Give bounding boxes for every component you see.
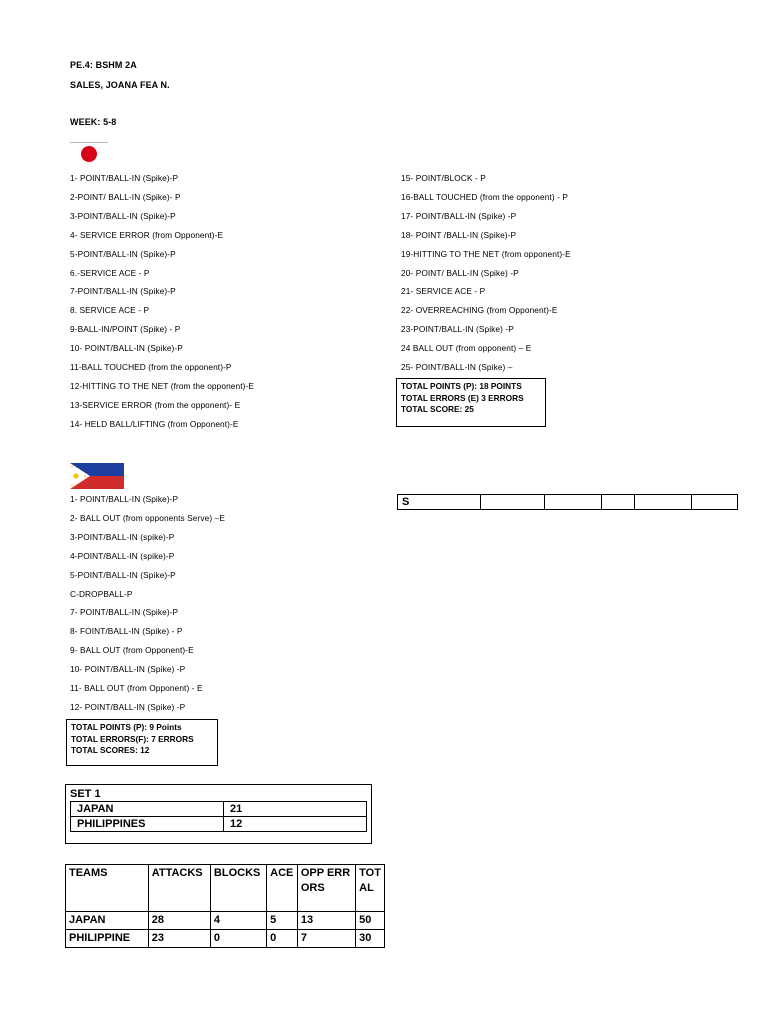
- japan-play-item: 3-POINT/BALL-IN (Spike)-P: [70, 210, 176, 221]
- set1-title: SET 1: [70, 788, 101, 800]
- stats-header-blocks: BLOCKS: [210, 865, 266, 912]
- philippines-play-item: 5-POINT/BALL-IN (Spike)-P: [70, 569, 176, 580]
- stats-cell: 0: [210, 930, 266, 948]
- philippines-total-errors: TOTAL ERRORS(F): 7 ERRORS: [71, 733, 194, 744]
- philippines-total-scores: TOTAL SCORES: 12: [71, 745, 150, 755]
- stats-header-attacks: ATTACKS: [148, 865, 210, 912]
- japan-play-item: 8. SERVICE ACE - P: [70, 305, 150, 316]
- stats-header-total: TOTAL: [356, 865, 385, 912]
- philippines-play-item: 11- BALL OUT (from Opponent) - E: [70, 683, 203, 693]
- philippines-play-item: 7- POINT/BALL-IN (Spike)-P: [70, 607, 179, 618]
- japan-play-item: 18- POINT /BALL-IN (Spike)-P: [401, 229, 517, 240]
- empty-table-cell: [545, 495, 601, 510]
- japan-play-item: 22- OVERREACHING (from Opponent)-E: [401, 305, 558, 316]
- empty-table-cell: [634, 495, 691, 510]
- japan-play-item: 9-BALL-IN/POINT (Spike) - P: [70, 324, 181, 335]
- stats-cell: 30: [356, 930, 385, 948]
- japan-play-item: 5-POINT/BALL-IN (Spike)-P: [70, 248, 176, 259]
- japan-play-item: 16-BALL TOUCHED (from the opponent) - P: [401, 191, 568, 202]
- japan-flag-icon: [70, 142, 108, 164]
- set1-table: [70, 801, 367, 832]
- empty-table: [397, 494, 738, 510]
- japan-play-item: 14- HELD BALL/LIFTING (from Opponent)-E: [70, 418, 239, 429]
- philippines-play-item: 2- BALL OUT (from opponents Serve) –E: [70, 512, 225, 523]
- philippines-play-item: 8- FOINT/BALL-IN (Spike) - P: [70, 626, 183, 637]
- japan-play-item: 6.-SERVICE ACE - P: [70, 267, 150, 278]
- japan-play-item: 12-HITTING TO THE NET (from the opponent)-E: [70, 380, 254, 391]
- stats-table: [65, 864, 385, 948]
- philippines-play-item: 4-POINT/BALL-IN (spike)-P: [70, 550, 175, 561]
- japan-play-item: 7-POINT/BALL-IN (Spike)-P: [70, 286, 176, 297]
- set1-row: [71, 817, 367, 832]
- stats-cell: 50: [356, 912, 385, 930]
- stats-header-ace: ACE: [267, 865, 298, 912]
- japan-play-item: 20- POINT/ BALL-IN (Spike) -P: [401, 267, 519, 278]
- japan-play-item: 24 BALL OUT (from opponent) – E: [401, 343, 532, 354]
- philippines-total-points: TOTAL POINTS (P): 9 Points: [71, 722, 182, 732]
- philippines-play-item: C-DROPBALL-P: [70, 588, 133, 599]
- set1-team: PHILIPPINES: [71, 817, 224, 832]
- japan-total-score: TOTAL SCORE: 25: [401, 404, 474, 414]
- philippines-play-item: 3-POINT/BALL-IN (spike)-P: [70, 531, 175, 542]
- japan-total-points: TOTAL POINTS (P): 18 POINTS: [401, 381, 522, 391]
- stats-header-opp-errors: OPP ERRORS: [297, 865, 355, 912]
- set1-box: [65, 784, 372, 844]
- japan-play-item: 2-POINT/ BALL-IN (Spike)- P: [70, 191, 181, 202]
- stats-cell: 13: [297, 912, 355, 930]
- stats-row: [66, 912, 385, 930]
- stats-cell: 5: [267, 912, 298, 930]
- japan-play-item: 23-POINT/BALL-IN (Spike) -P: [401, 324, 514, 335]
- japan-play-item: 15- POINT/BLOCK - P: [401, 173, 486, 183]
- set1-row: [71, 802, 367, 817]
- philippines-play-item: 10- POINT/BALL-IN (Spike) -P: [70, 664, 186, 675]
- japan-play-item: 17- POINT/BALL-IN (Spike) -P: [401, 210, 517, 221]
- japan-play-item: 19-HITTING TO THE NET (from opponent)-E: [401, 248, 571, 259]
- empty-table-first-cell: S: [398, 495, 481, 510]
- stats-cell: JAPAN: [66, 912, 149, 930]
- stats-cell: PHILIPPINE: [66, 930, 149, 948]
- empty-table-cell: [601, 495, 634, 510]
- set1-team: JAPAN: [71, 802, 224, 817]
- stats-cell: 28: [148, 912, 210, 930]
- stats-cell: 23: [148, 930, 210, 948]
- japan-play-item: 21- SERVICE ACE - P: [401, 286, 486, 297]
- course-label: PE.4: BSHM 2A: [70, 60, 137, 70]
- empty-table-cell: [691, 495, 737, 510]
- philippines-summary-box: [66, 719, 218, 766]
- empty-table-cell: [481, 495, 545, 510]
- japan-play-item: 10- POINT/BALL-IN (Spike)-P: [70, 343, 183, 354]
- stats-header-teams: TEAMS: [66, 865, 149, 912]
- set1-score: 21: [224, 802, 367, 817]
- stats-row: [66, 930, 385, 948]
- japan-total-errors: TOTAL ERRORS (E) 3 ERRORS: [401, 392, 524, 403]
- philippines-play-item: 12- POINT/BALL-IN (Spike) -P: [70, 701, 186, 712]
- set1-score: 12: [224, 817, 367, 832]
- philippines-flag-icon: [70, 463, 124, 489]
- stats-cell: 0: [267, 930, 298, 948]
- week-label: WEEK: 5-8: [70, 117, 117, 127]
- stats-cell: 7: [297, 930, 355, 948]
- japan-play-item: 13-SERVICE ERROR (from the opponent)- E: [70, 399, 241, 410]
- philippines-play-item: 1- POINT/BALL-IN (Spike)-P: [70, 494, 179, 504]
- japan-play-item: 4- SERVICE ERROR (from Opponent)-E: [70, 229, 224, 240]
- japan-play-item: 1- POINT/BALL-IN (Spike)-P: [70, 173, 179, 183]
- student-name: SALES, JOANA FEA N.: [70, 80, 170, 90]
- philippines-play-item: 9- BALL OUT (from Opponent)-E: [70, 645, 194, 656]
- japan-play-item: 25- POINT/BALL-IN (Spike) –: [401, 362, 513, 372]
- japan-play-item: 11-BALL TOUCHED (from the opponent)-P: [70, 362, 232, 372]
- japan-summary-box: [396, 378, 546, 427]
- stats-cell: 4: [210, 912, 266, 930]
- stats-header-row: [66, 865, 385, 912]
